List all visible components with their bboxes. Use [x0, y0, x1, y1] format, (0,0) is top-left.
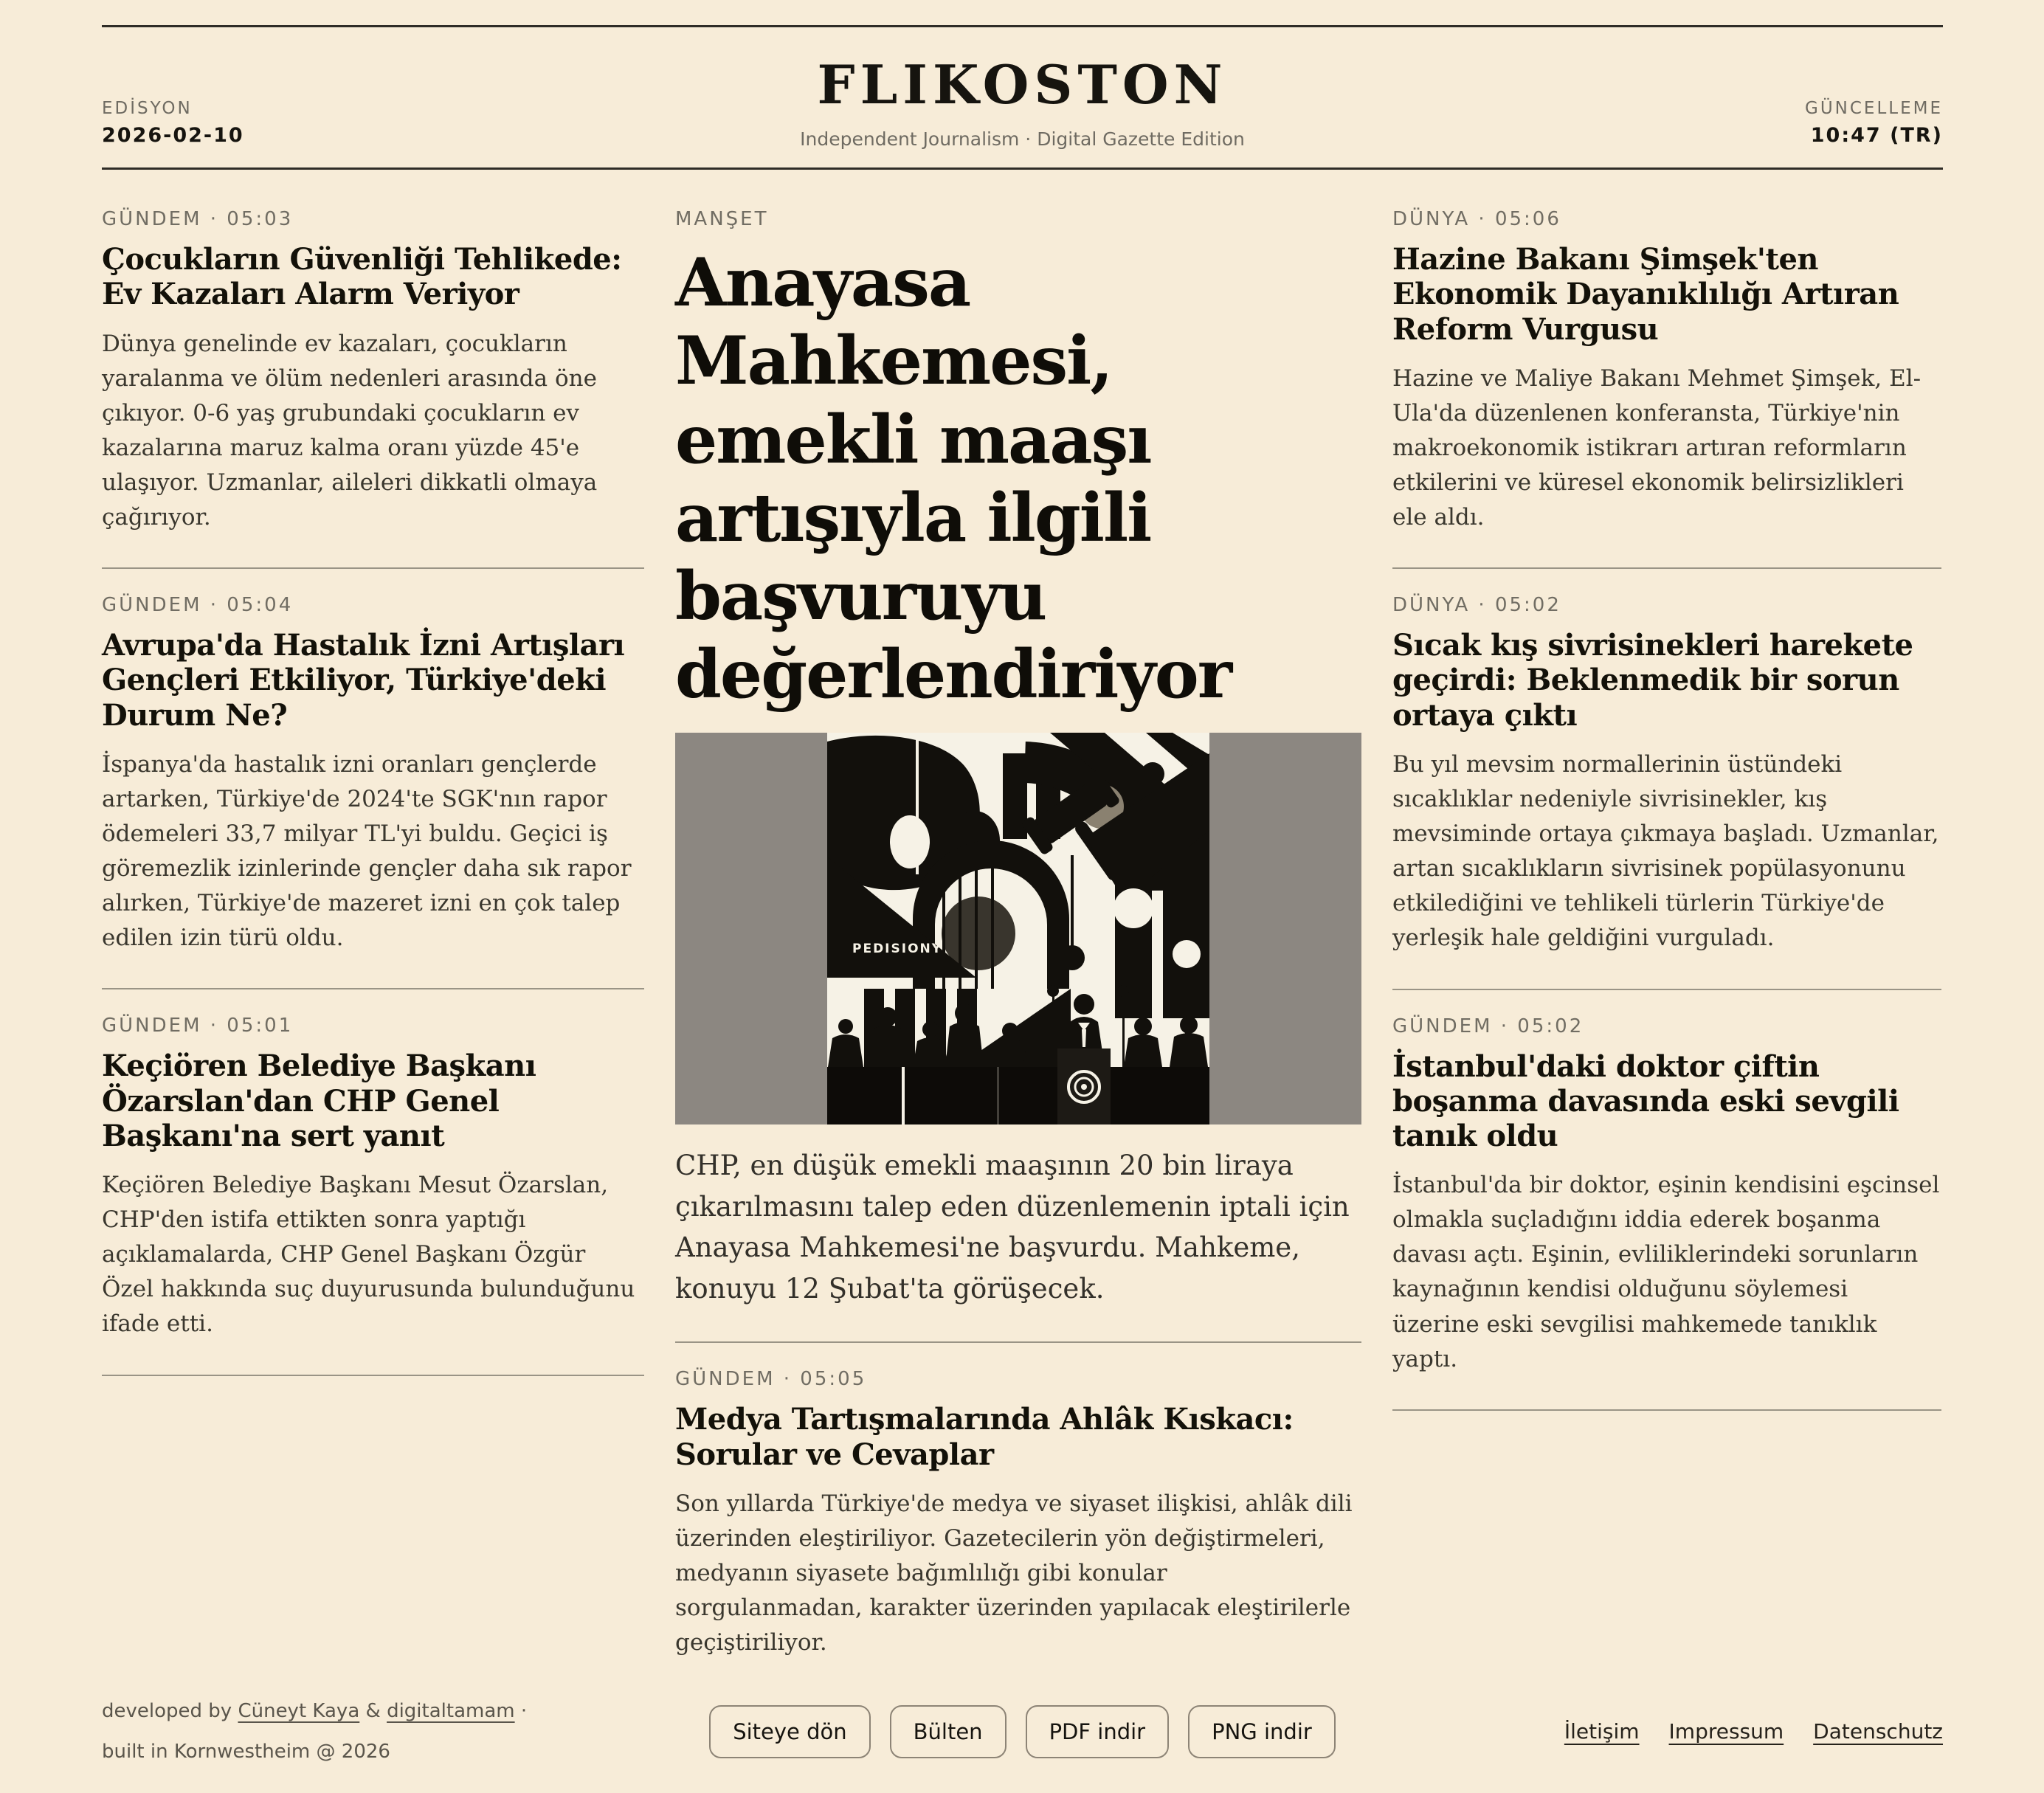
article-body: Son yıllarda Türkiye'de medya ve siyaset ilişkisi, ahlâk dili üzerinden eleştiriliyor. Gazetecilerin yön değiştirmeleri, medyanın siyasete bağımlılığı gibi konular sorgulanmadan, karakter üzerinden yapılacak eleştirilerle geçiştiriliyor.: [675, 1490, 1353, 1656]
article-title: Sıcak kış sivrisinekleri harekete geçirdi: Beklenmedik bir sorun ortaya çıktı: [1392, 628, 1913, 733]
footer-credits: [102, 1691, 709, 1772]
article-title: Çocukların Güvenliği Tehlikede: Ev Kazaları Alarm Veriyor: [102, 242, 622, 312]
lead-image: [675, 733, 1361, 1124]
lead-kicker: MANŞET: [675, 208, 769, 231]
update-label: GÜNCELLEME: [1805, 99, 1943, 119]
article-title: Medya Tartışmalarında Ahlâk Kıskacı: Sorular ve Cevaplar: [675, 1402, 1294, 1472]
article-right-2: [1392, 594, 1941, 989]
update-time: 10:47 (TR): [1810, 124, 1943, 148]
article-separator: [102, 1375, 644, 1376]
update-block: [1274, 99, 1943, 150]
article-kicker: GÜNDEM · 05:03: [102, 208, 294, 231]
built-line: built in Kornwestheim @ 2026: [102, 1740, 390, 1763]
article-body: Hazine ve Maliye Bakanı Mehmet Şimşek, El-Ula'da düzenlenen konferansta, Türkiye'nin makroekonomik istikrarı artıran reformların etkilerini ve küresel ekonomik belirsizlikleri ele aldı.: [1392, 365, 1922, 531]
article-separator: [1392, 989, 1941, 990]
article-left-1: [102, 208, 644, 569]
masthead-title: FLIKOSTON: [817, 53, 1228, 116]
article-separator: [102, 988, 644, 989]
column-right: [1392, 208, 1941, 1660]
article-kicker: GÜNDEM · 05:01: [102, 1015, 294, 1037]
footer-legal-links: [1564, 1719, 1943, 1744]
edition-date: 2026-02-10: [102, 124, 244, 148]
lead-headline: Anayasa Mahkemesi, emekli maaşı artışıyla ilgili başvuruyu değerlendiriyor: [675, 243, 1232, 714]
article-title: İstanbul'daki doktor çiftin boşanma davasında eski sevgili tanık oldu: [1392, 1048, 1899, 1153]
back-to-site-button[interactable]: Siteye dön: [709, 1705, 870, 1758]
article-kicker: DÜNYA · 05:02: [1392, 594, 1561, 617]
credit-studio-link[interactable]: digitaltamam: [387, 1700, 515, 1722]
article-body: Keçiören Belediye Başkanı Mesut Özarslan, CHP'den istifa ettikten sonra yaptığı açıklamalarda, CHP Genel Başkanı Özgür Özel hakkında suç duyurusunda bulunduğunu ifade etti.: [102, 1172, 635, 1338]
article-left-3: [102, 1015, 644, 1375]
edition-label: EDİSYON: [102, 99, 193, 119]
article-separator: [1392, 1409, 1941, 1411]
article-body: Dünya genelinde ev kazaları, çocukların yaralanma ve ölüm nedenleri arasında öne çıkıyor. 0-6 yaş grubundaki çocukların ev kazalarına maruz kalma oranı yüzde 45'e ulaşıyor. Uzmanlar, aileleri dikkatli olmaya çağırıyor.: [102, 330, 598, 531]
article-center-2: [675, 1368, 1361, 1660]
article-title: Hazine Bakanı Şimşek'ten Ekonomik Dayanıklılığı Artıran Reform Vurgusu: [1392, 242, 1899, 347]
article-kicker: DÜNYA · 05:06: [1392, 208, 1561, 231]
column-center: [675, 208, 1361, 1660]
masthead-tagline: Independent Journalism · Digital Gazette Edition: [800, 128, 1245, 151]
footer: [102, 1691, 1943, 1772]
contact-link[interactable]: İletişim: [1564, 1719, 1640, 1744]
credit-author-link[interactable]: Cüneyt Kaya: [238, 1700, 360, 1722]
article-right-3: [1392, 1015, 1941, 1411]
article-separator: [675, 1341, 1361, 1343]
article-right-1: [1392, 208, 1941, 569]
courtroom-illustration: [827, 733, 1209, 1124]
article-body: Bu yıl mevsim normallerinin üstündeki sıcaklıklar nedeniyle sivrisinekler, kış mevsiminde ortaya çıkmaya başladı. Uzmanlar, artan sıcaklıkların sivrisinek popülasyonunu etkilediğini ve tehlikeli türlerin Türkiye'de yerleşik hale geldiğini vurguladı.: [1392, 750, 1939, 952]
column-left: [102, 208, 644, 1660]
article-left-2: [102, 594, 644, 989]
edition-block: [102, 99, 770, 150]
credit-ampersand: &: [365, 1700, 381, 1722]
article-separator: [102, 567, 644, 569]
article-title: Avrupa'da Hastalık İzni Artışları Gençleri Etkiliyor, Türkiye'deki Durum Ne?: [102, 628, 625, 733]
article-body: İspanya'da hastalık izni oranları gençlerde artarken, Türkiye'de 2024'te SGK'nın rapor ödemeleri 33,7 milyar TL'yi buldu. Geçici iş göremezlik izinlerinde gençler daha sık rapor alırken, Türkiye'de mazeret izni en çok talep edilen izin türü oldu.: [102, 750, 632, 952]
impressum-link[interactable]: Impressum: [1668, 1719, 1784, 1744]
credit-prefix: developed by: [102, 1700, 232, 1722]
article-kicker: GÜNDEM · 05:05: [675, 1368, 867, 1391]
pdf-download-button[interactable]: PDF indir: [1026, 1705, 1170, 1758]
lead-summary: CHP, en düşük emekli maaşının 20 bin liraya çıkarılmasını talep eden düzenlemenin iptali için Anayasa Mahkemesi'ne başvurdu. Mahkeme, konuyu 12 Şubat'ta görüşecek.: [675, 1150, 1350, 1305]
credit-dot: ·: [520, 1700, 528, 1722]
newsletter-button[interactable]: Bülten: [890, 1705, 1007, 1758]
image-label: PEDISIONY: [852, 942, 943, 957]
footer-buttons: [709, 1705, 1336, 1758]
datenschutz-link[interactable]: Datenschutz: [1813, 1719, 1943, 1744]
article-kicker: GÜNDEM · 05:04: [102, 594, 294, 617]
article-title: Keçiören Belediye Başkanı Özarslan'dan CHP Genel Başkanı'na sert yanıt: [102, 1048, 536, 1153]
article-body: İstanbul'da bir doktor, eşinin kendisini eşcinsel olmakla suçladığını iddia ederek boşanma davası açtı. Eşinin, evliliklerindeki sorunların kaynağının kendisi olduğunu söylemesi üzerine eski sevgilisi mahkemede tanıklık yaptı.: [1392, 1172, 1940, 1372]
article-separator: [1392, 567, 1941, 569]
png-download-button[interactable]: PNG indir: [1188, 1705, 1336, 1758]
article-kicker: GÜNDEM · 05:02: [1392, 1015, 1584, 1037]
articles-grid: [102, 208, 1943, 1660]
masthead: [102, 25, 1943, 170]
